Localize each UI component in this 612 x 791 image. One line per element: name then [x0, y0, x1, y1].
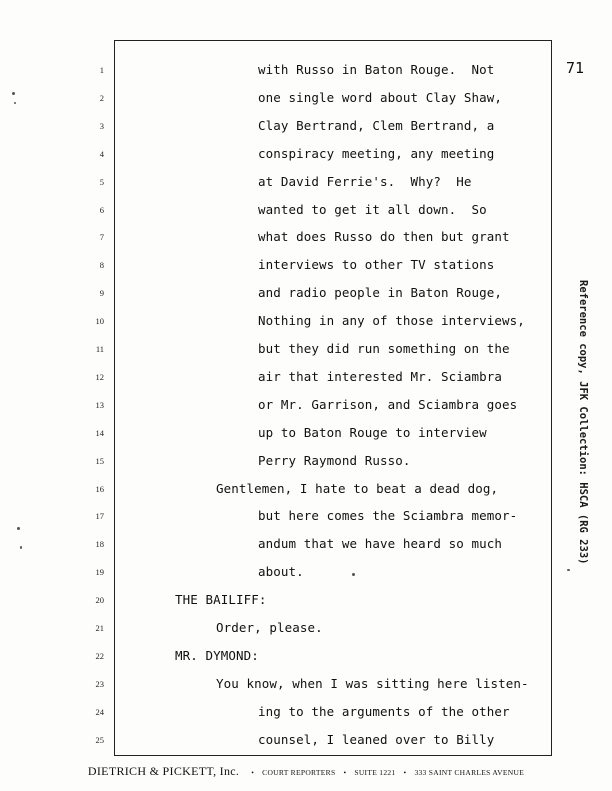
- transcript-line: and radio people in Baton Rouge,: [258, 285, 503, 301]
- footer-address: 333 SAINT CHARLES AVENUE: [414, 768, 525, 777]
- line-number: 12: [95, 371, 104, 382]
- margin-speck: [20, 546, 22, 549]
- line-number: 25: [95, 734, 104, 745]
- line-number: 6: [99, 204, 104, 215]
- transcript-line: or Mr. Garrison, and Sciambra goes: [258, 396, 518, 412]
- margin-speck: [12, 92, 15, 95]
- transcript-line: interviews to other TV stations: [258, 257, 495, 273]
- line-number: 2: [99, 92, 104, 103]
- line-number: 20: [95, 595, 104, 606]
- transcript-line: Gentlemen, I hate to beat a dead dog,: [216, 480, 499, 496]
- line-number: 10: [95, 316, 104, 327]
- margin-speck: [567, 569, 570, 571]
- line-number: 21: [95, 623, 104, 633]
- margin-speck: [17, 527, 20, 530]
- footer-firm: DIETRICH & PICKETT, Inc.: [87, 764, 240, 778]
- line-number: 7: [99, 232, 104, 243]
- line-number: 11: [95, 344, 104, 354]
- transcript-line: andum that we have heard so much: [258, 536, 503, 552]
- line-number: 9: [99, 288, 104, 299]
- transcript-line: Perry Raymond Russo.: [258, 452, 411, 468]
- line-number: 4: [99, 148, 104, 159]
- footer-bullet: •: [343, 768, 347, 777]
- transcript-line: about.: [258, 564, 304, 580]
- archive-stamp: [575, 280, 589, 580]
- line-number: 22: [95, 650, 104, 661]
- margin-speck: [352, 573, 355, 576]
- line-number: 3: [99, 120, 104, 131]
- footer: [0, 762, 612, 780]
- footer-bullet: •: [251, 768, 255, 777]
- transcript-line: but here comes the Sciambra memor-: [258, 508, 518, 524]
- line-number: 24: [95, 706, 104, 717]
- transcript-line: counsel, I leaned over to Billy: [258, 731, 495, 747]
- line-number: 17: [95, 511, 104, 522]
- transcript-line: ing to the arguments of the other: [258, 703, 510, 719]
- line-number: 23: [95, 678, 104, 689]
- line-number: 14: [95, 427, 104, 438]
- transcript-line: air that interested Mr. Sciambra: [258, 368, 503, 384]
- line-number: 13: [95, 399, 104, 410]
- transcript-line: but they did run something on the: [258, 341, 510, 356]
- footer-suite: SUITE 1221: [354, 768, 396, 777]
- transcript-line: with Russo in Baton Rouge. Not: [258, 62, 495, 77]
- transcript-line: Order, please.: [216, 620, 323, 635]
- line-number: 18: [95, 539, 104, 550]
- margin-speck: [14, 102, 16, 104]
- line-number: 5: [99, 176, 104, 187]
- transcript-line: up to Baton Rouge to interview: [258, 424, 487, 440]
- transcript-line: what does Russo do then but grant: [258, 229, 510, 245]
- transcript-line: one single word about Clay Shaw,: [258, 89, 503, 105]
- transcript-line: Clay Bertrand, Clem Bertrand, a: [258, 117, 495, 133]
- transcript-line: conspiracy meeting, any meeting: [258, 145, 495, 161]
- line-number: 1: [99, 65, 104, 75]
- transcript-line: You know, when I was sitting here listen-: [216, 675, 529, 691]
- line-number: 19: [95, 567, 104, 578]
- line-number: 8: [99, 260, 104, 271]
- transcript-line: wanted to get it all down. So: [258, 201, 487, 217]
- footer-bullet: •: [403, 768, 407, 777]
- line-number: 15: [95, 455, 104, 466]
- transcript-line: MR. DYMOND:: [175, 647, 259, 663]
- page-number: 71: [566, 59, 585, 77]
- transcript-line: Nothing in any of those interviews,: [258, 313, 525, 329]
- transcript-line: at David Ferrie's. Why? He: [258, 173, 472, 189]
- line-number: 16: [95, 483, 104, 494]
- transcript-line: THE BAILIFF:: [175, 592, 267, 608]
- footer-court-reporters: COURT REPORTERS: [262, 768, 336, 777]
- archive-stamp-text: Reference copy, JFK Collection: HSCA (RG 233): [577, 280, 589, 565]
